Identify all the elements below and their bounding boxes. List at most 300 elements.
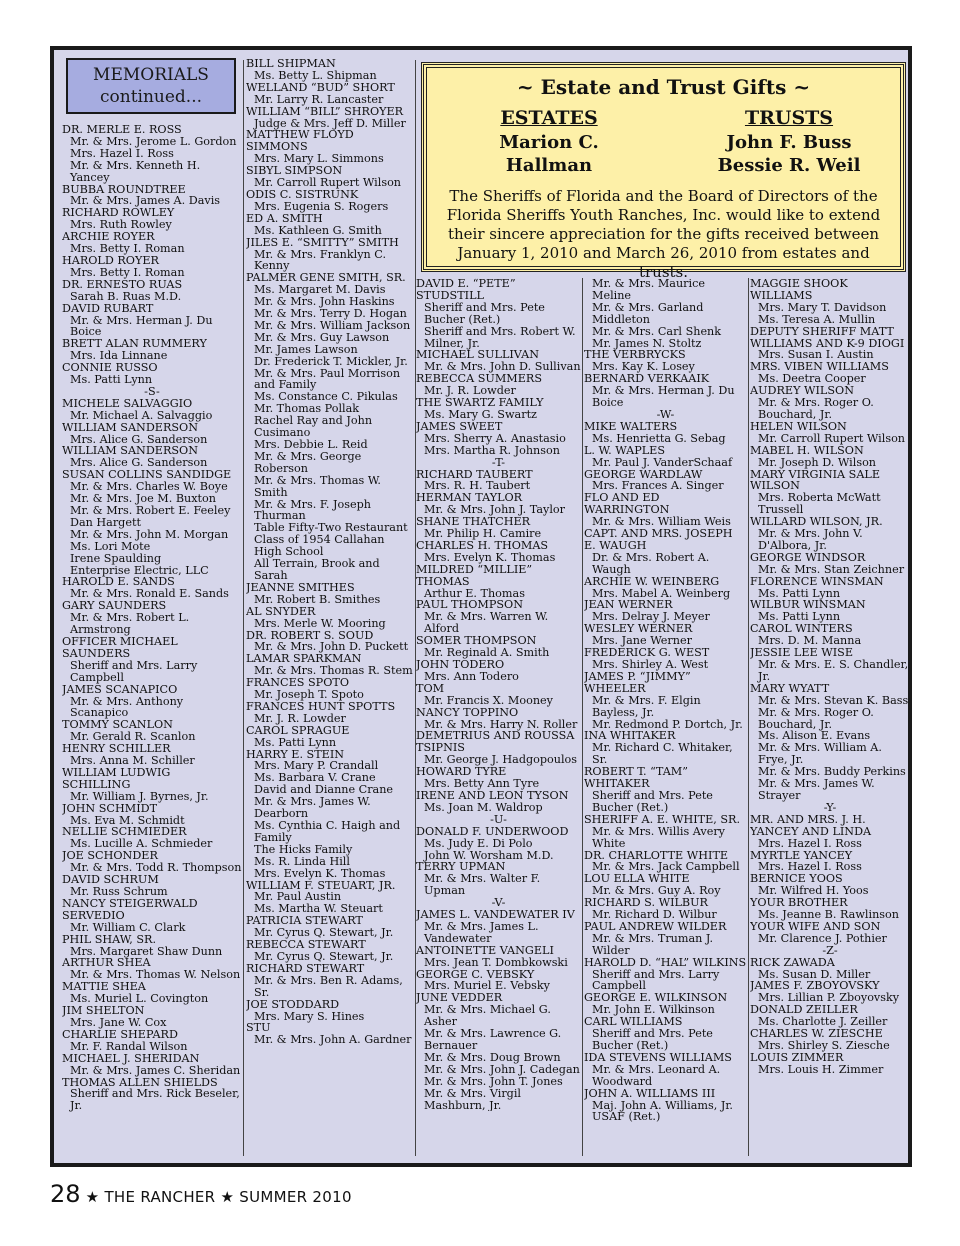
memorial-entry [750, 957, 910, 981]
memorial-column-2 [246, 58, 414, 1046]
honoree-name: CAROL WINTERS [750, 622, 853, 636]
memorial-entry [584, 492, 747, 528]
honoree-name: HAROLD E. SANDS [62, 575, 175, 589]
memorial-entry [750, 980, 910, 1004]
trust-name: John F. Buss [726, 132, 852, 153]
donor-name: Ms. Kathleen G. Smith [254, 223, 382, 237]
memorial-entry [246, 606, 414, 630]
donor-name: Ms. Joan M. Waldrop [424, 800, 543, 814]
donor-name: Mrs. Lillian P. Zboyovsky [758, 991, 900, 1005]
donor-name: David and Dianne Crane [254, 783, 394, 797]
memorial-entry [416, 730, 581, 766]
donor-name: Mr. & Mrs. Jack Campbell [592, 860, 740, 874]
memorial-entry [750, 647, 910, 683]
donor-name: Ms. Patti Lynn [758, 586, 841, 600]
honoree-name: DR. ERNESTO RUAS [62, 277, 183, 291]
donor-name: Mrs. Betty Ann Tyre [424, 777, 540, 791]
honoree-name: SIBYL SIMPSON [246, 164, 343, 178]
donor-name: Sheriff and Mrs. Pete Bucher (Ret.) [424, 300, 545, 326]
memorial-entry [416, 599, 581, 635]
memorial-entry [750, 850, 910, 874]
memorial-entry [750, 576, 910, 600]
honoree-name: SUSAN COLLINS SANDIDGE [62, 468, 232, 482]
donor-name: Mr. Clarence J. Pothier [758, 931, 887, 945]
memorial-entry [750, 1028, 910, 1052]
memorial-entry [246, 1022, 414, 1046]
donor-name: Mrs. Muriel E. Vebsky [424, 979, 550, 993]
memorial-entry [62, 898, 242, 934]
page-footer [50, 1180, 352, 1208]
donor-name: Sheriff and Mrs. Robert W. Milner, Jr. [424, 324, 576, 350]
honoree-name: MIKE WALTERS [584, 419, 678, 433]
donor-name: Ms. Margaret M. Davis [254, 283, 386, 297]
honoree-name: BUBBA ROUNDTREE [62, 182, 186, 196]
honoree-name: RICHARD S. WILBUR [584, 896, 708, 910]
honoree-name: NELLIE SCHMIEDER [62, 825, 187, 839]
gifts-title: ~ Estate and Trust Gifts ~ [516, 75, 811, 99]
memorial-entry [62, 743, 242, 767]
memorial-entry [584, 1088, 747, 1124]
honoree-name: CAPT. AND MRS. JOSEPH E. WAUGH [584, 527, 733, 552]
donor-name: Mr. & Mrs. Carl Shenk [592, 324, 722, 338]
memorial-entry [750, 421, 910, 445]
donor-name: Mr. Michael A. Salvaggio [70, 408, 213, 422]
donor-name: Mrs. Frances A. Singer [592, 479, 724, 493]
memorial-entry [416, 992, 581, 1111]
donor-name: Mr. & Mrs. John M. Morgan [70, 527, 229, 541]
honoree-name: ARTHUR SHEA [62, 956, 151, 970]
memorials-heading-box [66, 58, 236, 114]
memorial-entry [62, 469, 242, 576]
honoree-name: WELLAND “BUD” SHORT [246, 80, 395, 94]
memorial-entry [246, 129, 414, 165]
honoree-name: DAVID RUBART [62, 301, 154, 315]
gifts-appreciation-text: The Sheriffs of Florida and the Board of Directors of the Florida Sheriffs Youth Ranches, Inc. would like to extend their sincere appreciation for the gifts received between January 1, 2010 and March 26, 2010 from estates and trusts. [446, 187, 881, 281]
honoree-name: FREDERICK G. WEST [584, 646, 710, 660]
memorial-entry [750, 516, 910, 552]
donor-name: Mr. & Mrs. Robert E. Feeley [70, 504, 231, 517]
donor-name: Mrs. Louis H. Zimmer [758, 1062, 884, 1076]
donor-name: Mrs. Betty I. Roman [70, 242, 185, 256]
honoree-name: DONALD F. UNDERWOOD [416, 824, 569, 838]
honoree-name: WILLIAM SANDERSON [62, 420, 199, 434]
honoree-name: DEPUTY SHERIFF MATT WILLIAMS AND K-9 DIOGI [750, 324, 905, 350]
memorial-entry [584, 623, 747, 647]
memorial-entry [416, 564, 581, 600]
memorial-entry [416, 516, 581, 540]
donor-name: Mr. & Mrs. William A. Frye, Jr. [758, 741, 882, 767]
memorial-entry [416, 635, 581, 659]
memorial-entry [246, 189, 414, 213]
honoree-name: THE SWARTZ FAMILY [416, 396, 544, 410]
memorial-entry [750, 897, 910, 921]
donor-name: Ms. Alison E. Evans [758, 729, 871, 743]
donor-name: Ms. Lori Mote [70, 539, 151, 553]
memorial-entry [246, 677, 414, 701]
memorial-entry [584, 671, 747, 731]
honoree-name: GEORGE WARDLAW [584, 467, 703, 481]
honoree-name: DR. ROBERT S. SOUD [246, 628, 374, 642]
donor-name: Mr. & Mrs. Guy A. Roy [592, 884, 721, 898]
donor-name: Mrs. Kay K. Losey [592, 360, 695, 374]
donor-name: Mr. & Mrs. John Haskins [254, 295, 395, 309]
honoree-name: WILLIAM LUDWIG SCHILLING [62, 765, 171, 791]
donor-name: Mr. Cyrus Q. Stewart, Jr. [254, 949, 394, 963]
donor-name: Mr. George J. Hadgopoulos [424, 753, 578, 767]
memorial-entry [62, 767, 242, 803]
memorial-entry [62, 803, 242, 827]
donor-name: Mr. & Mrs. Harry N. Roller [424, 717, 578, 731]
donor-name: Ms. Teresa A. Mullin [758, 312, 876, 326]
donor-name: Mr. & Mrs. Jerome L. Gordon [70, 134, 237, 148]
estate-trust-gifts-box [421, 62, 906, 281]
honoree-name: OFFICER MICHAEL SAUNDERS [62, 634, 178, 660]
memorial-entry [62, 600, 242, 636]
donor-name: Dr. & Mrs. Robert A. Waugh [592, 550, 710, 576]
memorial-entry [416, 397, 581, 421]
honoree-name: REBECCA SUMMERS [416, 372, 542, 386]
donor-name: Mr. William J. Byrnes, Jr. [70, 789, 209, 803]
publication-info: ★ THE RANCHER ★ SUMMER 2010 [85, 1188, 352, 1206]
donor-name: Mr. & Mrs. Truman J. Wilder [592, 931, 714, 957]
memorial-entry [584, 730, 747, 766]
honoree-name: CAROL SPRAGUE [246, 723, 350, 737]
donor-name: Mr. & Mrs. Stevan K. Bass [758, 693, 909, 707]
page-number: 28 [50, 1180, 81, 1208]
memorial-entry [62, 576, 242, 600]
donor-name: Mrs. Evelyn K. Thomas [424, 550, 556, 564]
donor-name: Mr. Joseph D. Wilson [758, 455, 877, 469]
memorial-entry [62, 957, 242, 981]
donor-name: Mrs. Roberta McWatt Trussell [758, 491, 881, 517]
honoree-name: DONALD ZEILLER [750, 1003, 858, 1017]
honoree-name: TOMMY SCANLON [62, 718, 173, 732]
donor-name: Mr. Russ Schrum [70, 885, 168, 898]
honoree-name: MICHELE SALVAGGIO [62, 396, 193, 410]
memorial-entry [246, 999, 414, 1023]
donor-name: Mr. & Mrs. Paul Morrison and Family [254, 366, 401, 392]
donor-name: Maj. John A. Williams, Jr. USAF (Ret.) [592, 1098, 733, 1124]
honoree-name: MABEL H. WILSON [750, 443, 864, 457]
donor-name: Ms. Patti Lynn [254, 735, 337, 749]
donor-name: Mr. Reginald A. Smith [424, 646, 550, 660]
honoree-name: MICHAEL SULLIVAN [416, 348, 539, 362]
donor-name: Dr. Frederick T. Mickler, Jr. [254, 354, 408, 368]
memorial-entry [584, 576, 747, 600]
memorial-entry [584, 992, 747, 1016]
honoree-name: DR. CHARLOTTE WHITE [584, 848, 729, 862]
honoree-name: BERNICE YOOS [750, 872, 843, 886]
honoree-name: JUNE VEDDER [416, 991, 503, 1005]
honoree-name: FLORENCE WINSMAN [750, 574, 884, 588]
donor-name: Mr. & Mrs. Doug Brown [424, 1050, 561, 1064]
honoree-name: JOE SCHONDER [62, 849, 158, 863]
memorial-entry [246, 939, 414, 963]
donor-name: Mr. & Mrs. E. S. Chandler, Jr. [758, 658, 909, 683]
honoree-name: SHANE THATCHER [416, 515, 531, 529]
letter-divider: -U- [490, 812, 507, 826]
memorial-entry [246, 630, 414, 654]
donor-name: Mrs. Hazel I. Ross [758, 836, 862, 850]
honoree-name: RICK ZAWADA [750, 955, 835, 969]
donor-name: Mr. & Mrs. Leonard A. Woodward [592, 1062, 721, 1088]
memorial-entry [246, 653, 414, 677]
honoree-name: BERNARD VERKAAIK [584, 372, 710, 386]
donor-name: Sheriff and Mrs. Pete Bucher (Ret.) [592, 788, 713, 814]
honoree-name: ARCHIE W. WEINBERG [584, 574, 720, 588]
memorial-entry [750, 599, 910, 623]
memorial-entry [750, 921, 910, 945]
memorial-entry [246, 106, 414, 130]
honoree-name: JAMES SCANAPICO [62, 682, 178, 696]
donor-name: Mr. Gerald R. Scanlon [70, 730, 196, 744]
honoree-name: GEORGE C. VEBSKY [416, 967, 535, 981]
memorial-entry [750, 1052, 910, 1076]
honoree-name: HAROLD D. “HAL” WILKINS [584, 955, 747, 969]
honoree-name: ROBERT T. “TAM” WHITAKER [584, 765, 688, 791]
donor-name: Mr. Carroll Rupert Wilson [758, 431, 906, 445]
memorial-entry [246, 165, 414, 189]
donor-name: Mr. & Mrs. Willis Avery White [592, 824, 726, 850]
memorial-entry [584, 1052, 747, 1088]
memorial-entry [416, 492, 581, 516]
honoree-name: LOUIS ZIMMER [750, 1050, 844, 1064]
donor-name: Mr. Carroll Rupert Wilson [254, 176, 402, 190]
honoree-name: CHARLES W. ZIESCHE [750, 1027, 883, 1041]
honoree-name: ANTOINETTE VANGELI [416, 943, 554, 957]
donor-name: Mr. Richard C. Whitaker, Sr. [592, 741, 733, 767]
donor-name: Mr. & Mrs. John A. Gardner [254, 1033, 412, 1047]
memorial-entry [62, 684, 242, 720]
honoree-name: GEORGE E. WILKINSON [584, 991, 728, 1005]
honoree-name: WILBUR WINSMAN [750, 598, 866, 612]
honoree-name: HOWARD TYRE [416, 765, 507, 779]
donor-name: Mr. & Mrs. John J. Taylor [424, 503, 566, 517]
memorial-entry [416, 421, 581, 457]
trust-name: Bessie R. Weil [717, 155, 861, 176]
donor-name: Mrs. Ruth Rowley [70, 218, 172, 232]
donor-name: Mrs. Jane Werner [592, 634, 692, 648]
memorial-entry [750, 1004, 910, 1028]
honoree-name: JEANNE SMITHES [246, 580, 355, 594]
honoree-name: ARCHIE ROYER [62, 230, 155, 244]
donor-name: Mr. & Mrs. Stan Zeichner [758, 562, 905, 576]
memorial-entry [416, 278, 581, 349]
memorial-entry [584, 278, 747, 349]
donor-name: Mrs. Mary S. Hines [254, 1009, 365, 1023]
donor-name: Mr. & Mrs. Garland Middleton [592, 300, 704, 326]
donor-name: Mrs. Alice G. Sanderson [70, 432, 208, 446]
donor-name: Ms. Judy E. Di Polo [424, 836, 533, 850]
donor-name: Mr. Paul Austin [254, 890, 342, 904]
honoree-name: STU [246, 1021, 271, 1035]
memorial-entry [750, 445, 910, 469]
memorial-entry [584, 814, 747, 850]
donor-name: Mr. & Mrs. Thomas W. Nelson [70, 968, 241, 982]
honoree-name: SOMER THOMPSON [416, 634, 537, 648]
honoree-name: CARL WILLIAMS [584, 1015, 683, 1029]
donor-name: Mr. Cyrus Q. Stewart, Jr. [254, 926, 394, 940]
memorial-entry [246, 237, 414, 273]
donor-name: Mr. & Mrs. Todd R. Thompson [70, 861, 242, 875]
donor-name: Mr. & Mrs. Franklyn C. Kenny [254, 247, 386, 273]
column-divider [243, 60, 244, 1156]
memorial-entry [416, 969, 581, 993]
donor-name: John W. Worsham M.D. [424, 848, 554, 862]
donor-name: Mrs. Merle W. Mooring [254, 616, 386, 630]
memorial-entry [246, 725, 414, 749]
memorial-entry [62, 636, 242, 684]
honoree-name: JESSIE LEE WISE [750, 646, 853, 660]
memorial-entry [62, 398, 242, 422]
memorial-entry [62, 1053, 242, 1077]
donor-name: Mr. & Mrs. William Jackson [254, 318, 411, 332]
honoree-name: WILLIAM SANDERSON [62, 444, 199, 458]
donor-name: Ms. Henrietta G. Sebag [592, 431, 726, 445]
memorial-entry [584, 349, 747, 373]
honoree-name: IDA STEVENS WILLIAMS [584, 1050, 732, 1064]
donor-name: Mr. & Mrs. John D. Sullivan [424, 360, 581, 374]
donor-name: Mr. & Mrs. Warren W. Alford [424, 610, 549, 636]
honoree-name: PAUL ANDREW WILDER [584, 919, 727, 933]
donor-name: Sheriff and Mrs. Larry Campbell [70, 658, 198, 684]
donor-name: Mr. John E. Wilkinson [592, 1003, 715, 1017]
honoree-name: MATTIE SHEA [62, 980, 146, 994]
donor-name: Mrs. Hazel I. Ross [70, 146, 174, 160]
donor-name: Mr. & Mrs. Thomas R. Stem [254, 664, 413, 678]
memorial-entry [62, 124, 242, 184]
memorial-entry [416, 826, 581, 862]
memorial-entry [246, 272, 414, 582]
honoree-name: FRANCES HUNT SPOTTS [246, 699, 396, 713]
donor-name: Mr. & Mrs. Buddy Perkins [758, 765, 906, 779]
honoree-name: WILLIAM F. STEUART, JR. [246, 878, 396, 892]
donor-name: Arthur E. Thomas [424, 586, 525, 600]
memorial-entry [416, 909, 581, 945]
memorial-entry [416, 790, 581, 814]
memorial-entry [750, 683, 910, 802]
column-divider [748, 278, 749, 1156]
donor-name: Enterprise Electric, LLC [70, 563, 209, 577]
donor-name: Mr. & Mrs. Ben R. Adams, Sr. [254, 973, 403, 999]
honoree-name: JAMES P. “JIMMY” WHEELER [584, 669, 691, 695]
donor-name: Ms. Patti Lynn [70, 373, 153, 387]
donor-name: Judge & Mrs. Jeff D. Miller [254, 116, 406, 130]
memorials-title: MEMORIALS [93, 65, 209, 85]
letter-divider: -T- [491, 455, 506, 469]
memorials-subtitle: continued... [99, 87, 203, 107]
honoree-name: JEAN WERNER [584, 598, 673, 612]
honoree-name: CONNIE RUSSO [62, 361, 158, 375]
memorial-column-1 [62, 124, 242, 1112]
donor-name: Mr. & Mrs. Herman J. Du Boice [592, 384, 735, 410]
honoree-name: JOHN SCHMIDT [62, 801, 158, 815]
donor-name: Mrs. R. H. Taubert [424, 479, 531, 493]
letter-divider: -Y- [823, 800, 837, 814]
memorial-entry [246, 582, 414, 606]
donor-name: Mrs. Martha R. Johnson [424, 443, 560, 457]
memorial-entry [750, 326, 910, 362]
donor-name: Mr. & Mrs. James L. Vandewater [424, 919, 539, 945]
memorial-entry [62, 207, 242, 231]
memorial-entry [246, 82, 414, 106]
donor-name: Mrs. Ann Todero [424, 669, 519, 683]
memorial-entry [62, 445, 242, 469]
donor-name: Mrs. Sherry A. Anastasio [424, 431, 566, 445]
donor-name: Mrs. Mabel A. Weinberg [592, 586, 731, 600]
honoree-name: THE VERBRYCKS [584, 348, 686, 362]
donor-name: Mr. Joseph T. Spoto [254, 688, 364, 702]
donor-name: Mr. Richard D. Wilbur [592, 908, 717, 922]
honoree-name: JOHN A. WILLIAMS III [584, 1086, 716, 1100]
donor-name: Mr. James Lawson [254, 342, 358, 356]
honoree-name: JAMES F. ZBOYOVSKY [750, 979, 880, 993]
memorial-entry [584, 1016, 747, 1052]
honoree-name: FLO AND ED WARRINGTON [584, 491, 670, 517]
honoree-name: CHARLES H. THOMAS [416, 538, 549, 552]
memorial-entry [62, 303, 242, 339]
donor-name: Class of 1954 Callahan High School [254, 533, 385, 559]
donor-name: Ms. Martha W. Steuart [254, 902, 383, 916]
memorial-entry [246, 880, 414, 916]
letter-divider: -W- [656, 407, 675, 421]
letter-divider: -V- [491, 896, 506, 910]
donor-name: Mr. Philip H. Camire [424, 527, 542, 541]
donor-name: The Hicks Family [254, 842, 353, 856]
honoree-name: RICHARD ROWLEY [62, 206, 175, 220]
memorial-entry [62, 422, 242, 446]
donor-name: Mrs. Hazel I. Ross [758, 860, 862, 874]
donor-name: Mr. & Mrs. John V. D'Albora, Jr. [758, 527, 863, 552]
honoree-name: JIM SHELTON [62, 1004, 145, 1018]
memorial-entry [750, 361, 910, 385]
honoree-name: WILLARD WILSON, JR. [750, 515, 883, 529]
memorial-entry [246, 915, 414, 939]
memorial-entry [750, 814, 910, 850]
memorial-entry [584, 850, 747, 874]
donor-name: Sheriff and Mrs. Rick Beseler, Jr. [70, 1087, 240, 1113]
honoree-name: TERRY UPMAN [416, 860, 506, 874]
donor-name: Mrs. Shirley A. West [592, 658, 709, 671]
honoree-name: FRANCES SPOTO [246, 676, 349, 690]
honoree-name: DAVID E. “PETE” STUDSTILL [416, 278, 516, 302]
honoree-name: DR. MERLE E. ROSS [62, 124, 182, 136]
estates-heading: ESTATES [500, 107, 598, 129]
memorial-entry [584, 445, 747, 469]
memorial-entry [416, 373, 581, 397]
memorial-entry [62, 874, 242, 898]
memorial-entry [62, 719, 242, 743]
donor-name: Mr. & Mrs. James W. Strayer [758, 777, 875, 802]
donor-name: Mr. Larry R. Lancaster [254, 92, 384, 106]
memorial-entry [246, 963, 414, 999]
memorial-entry [62, 231, 242, 255]
honoree-name: MATTHEW FLOYD SIMMONS [246, 128, 354, 154]
donor-name: Mrs. Susan I. Austin [758, 348, 874, 362]
donor-name: Mr. & Mrs. George Roberson [254, 449, 362, 475]
memorial-entry [62, 1005, 242, 1029]
honoree-name: RICHARD TAUBERT [416, 467, 533, 481]
donor-name: Ms. Cynthia C. Haigh and Family [254, 819, 401, 844]
honoree-name: BRETT ALAN RUMMERY [62, 337, 207, 351]
donor-name: Ms. Jeanne B. Rawlinson [758, 908, 899, 922]
honoree-name: RICHARD STEWART [246, 961, 365, 975]
donor-name: Mr. & Mrs. Guy Lawson [254, 330, 390, 344]
donor-name: Ms. Deetra Cooper [758, 372, 866, 386]
memorial-entry [416, 659, 581, 683]
memorial-entry [416, 861, 581, 897]
donor-name: Mr. Thomas Pollak [254, 402, 360, 416]
